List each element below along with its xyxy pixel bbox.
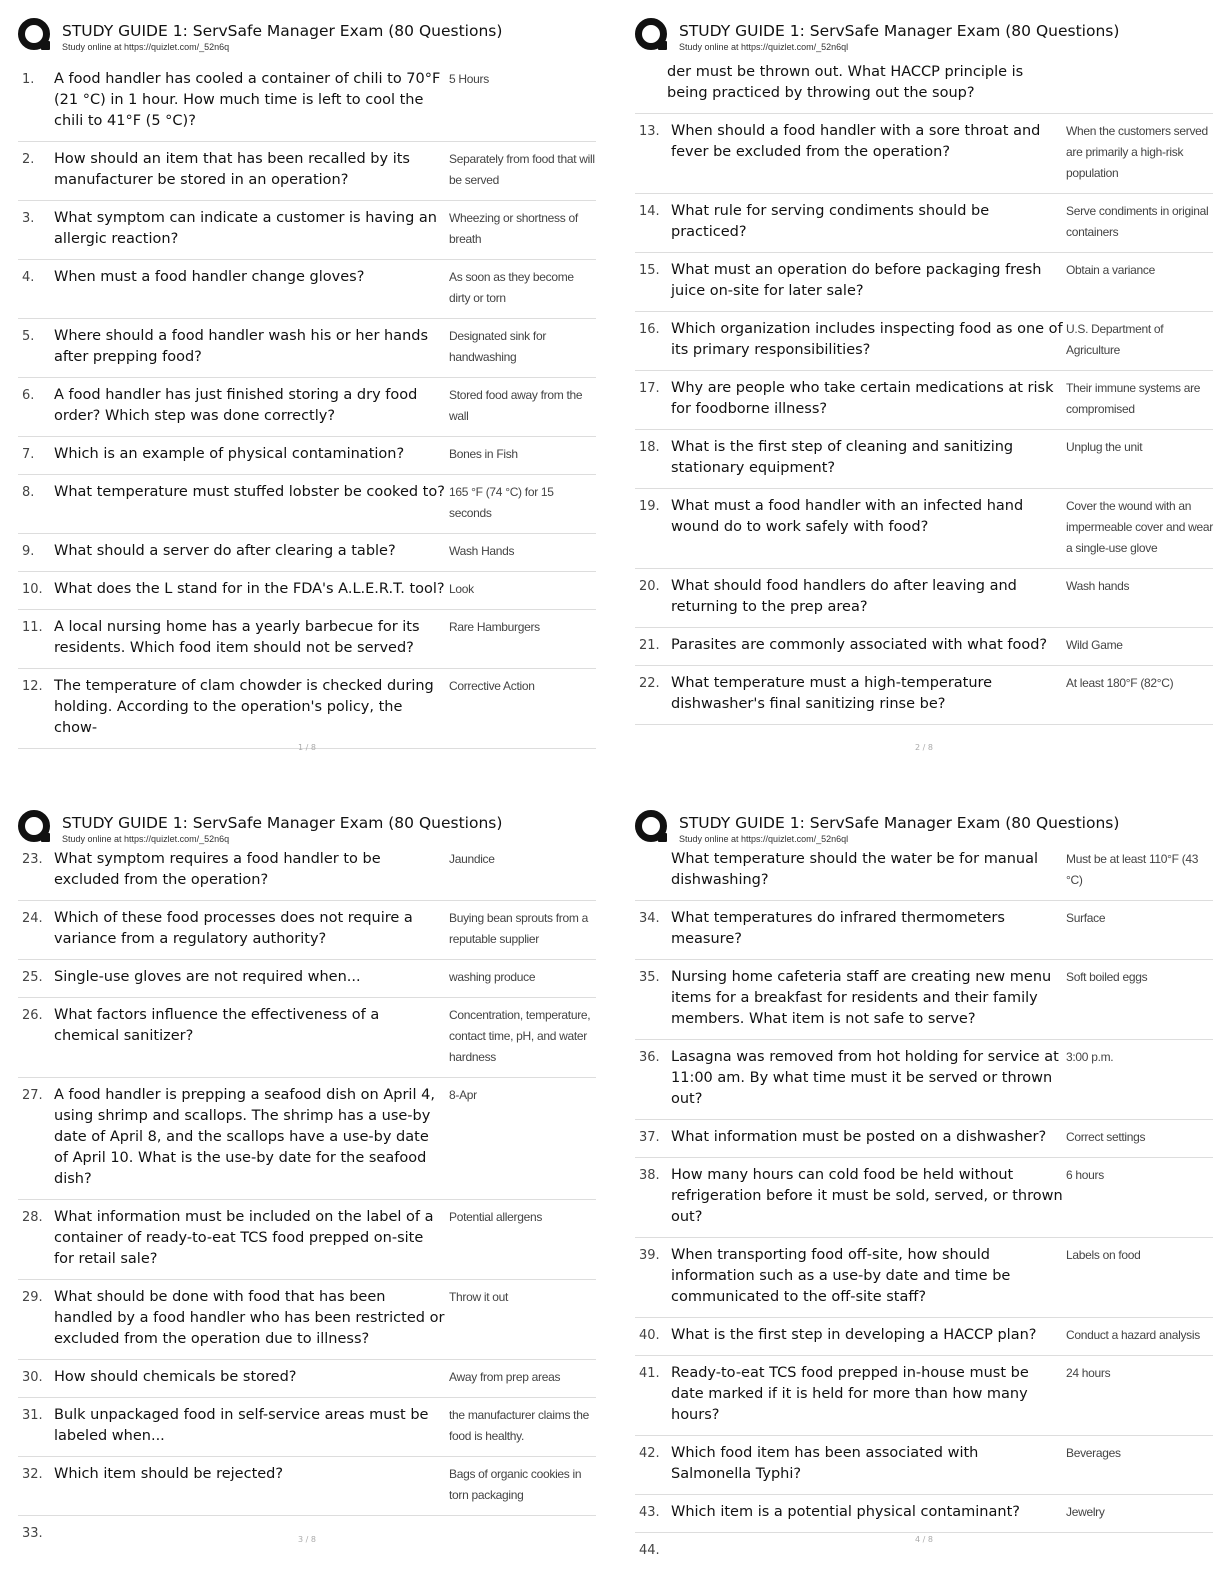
question-number: 29.: [22, 1290, 43, 1305]
quizlet-logo-icon: [18, 18, 50, 50]
answer-text: Wash hands: [1066, 579, 1130, 593]
question-row: [18, 572, 596, 610]
question-list: [635, 114, 1213, 725]
question-text: Which food item has been associated with Salmonella Typhi?: [671, 1445, 979, 1482]
question-text: A local nursing home has a yearly barbecue for its residents. Which food item should not be served?: [54, 619, 420, 656]
answer-text: Cover the wound with an impermeable cover and wear a single-use glove: [1066, 499, 1213, 555]
question-row: [18, 1457, 596, 1516]
question-text: Which of these food processes does not require a variance from a regulatory authority?: [54, 910, 413, 947]
question-number: 36.: [639, 1050, 660, 1065]
page-number: 4 / 8: [915, 1535, 933, 1544]
answer-text: 5 Hours: [449, 72, 489, 86]
question-number: 4.: [22, 270, 35, 285]
question-text: Why are people who take certain medications at risk for foodborne illness?: [671, 380, 1054, 417]
page-1: [18, 18, 596, 752]
question-number: 17.: [639, 381, 660, 396]
question-row: [635, 628, 1213, 666]
question-text: Which is an example of physical contamination?: [54, 446, 405, 462]
question-text: What should be done with food that has been handled by a food handler who has been restricted or excluded from the operation due to illness?: [54, 1289, 445, 1347]
answer-text: Their immune systems are compromised: [1066, 381, 1201, 416]
question-row: [18, 669, 596, 749]
page-number: 3 / 8: [298, 1535, 316, 1544]
question-row: [635, 1356, 1213, 1436]
answer-text: 24 hours: [1066, 1366, 1111, 1380]
question-row: [18, 1200, 596, 1280]
question-number: 1.: [22, 72, 35, 87]
question-text: What temperatures do infrared thermometers measure?: [671, 910, 1005, 947]
question-row: [18, 1078, 596, 1200]
answer-text: the manufacturer claims the food is healthy.: [449, 1408, 589, 1443]
question-list: [18, 62, 596, 749]
answer-text: Obtain a variance: [1066, 263, 1155, 277]
question-row: [635, 1495, 1213, 1533]
question-row: [18, 378, 596, 437]
question-number: 18.: [639, 440, 660, 455]
question-number: 43.: [639, 1505, 660, 1520]
quizlet-logo-icon: [635, 810, 667, 842]
answer-text: 6 hours: [1066, 1168, 1104, 1182]
study-link[interactable]: Study online at https://quizlet.com/_52n6q: [62, 42, 230, 52]
question-text: What must a food handler with an infected hand wound do to work safely with food?: [671, 498, 1024, 535]
question-number: 39.: [639, 1248, 660, 1263]
question-number: 16.: [639, 322, 660, 337]
answer-text: Surface: [1066, 911, 1106, 925]
question-number: 10.: [22, 582, 43, 597]
question-number: 35.: [639, 970, 660, 985]
question-row: [635, 489, 1213, 569]
question-number: 27.: [22, 1088, 43, 1103]
question-row: [635, 960, 1213, 1040]
answer-text: washing produce: [449, 970, 536, 984]
page-number: 2 / 8: [915, 743, 933, 752]
answer-text: Serve condiments in original containers: [1066, 204, 1209, 239]
question-text: What symptom can indicate a customer is having an allergic reaction?: [54, 210, 437, 247]
answer-text: Labels on food: [1066, 1248, 1141, 1262]
question-text: What is the first step in developing a HACCP plan?: [671, 1327, 1037, 1343]
question-text: What information must be posted on a dishwasher?: [671, 1129, 1047, 1145]
question-number: 7.: [22, 447, 35, 462]
answer-text: When the customers served are primarily a high-risk population: [1066, 124, 1208, 180]
question-row: [635, 194, 1213, 253]
question-number: 5.: [22, 329, 35, 344]
question-number: 21.: [639, 638, 660, 653]
page-4: [635, 810, 1213, 1558]
answer-text: Throw it out: [449, 1290, 509, 1304]
question-text: How many hours can cold food be held without refrigeration before it must be sold, served, or thrown out?: [671, 1167, 1063, 1225]
answer-text: Look: [449, 582, 474, 596]
question-text: der must be thrown out. What HACCP principle is being practiced by throwing out the soup?: [667, 64, 1024, 101]
question-number: 41.: [639, 1366, 660, 1381]
question-text: Ready-to-eat TCS food prepped in-house must be date marked if it is held for more than how many hours?: [671, 1365, 1029, 1423]
question-number: 3.: [22, 211, 35, 226]
question-row: [635, 1238, 1213, 1318]
question-number: 26.: [22, 1008, 43, 1023]
quizlet-logo-icon: [635, 18, 667, 50]
question-number: 12.: [22, 679, 43, 694]
question-text: How should chemicals be stored?: [54, 1369, 297, 1385]
question-number: 42.: [639, 1446, 660, 1461]
answer-text: Soft boiled eggs: [1066, 970, 1148, 984]
answer-text: 165 °F (74 °C) for 15 seconds: [449, 485, 554, 520]
answer-text: Designated sink for handwashing: [449, 329, 547, 364]
question-row: [18, 201, 596, 260]
question-text: A food handler is prepping a seafood dish on April 4, using shrimp and scallops. The shrimp has a use-by date of April 8, and the scallops have a use-by date of April 10. What is the use-by date for the seafood dish?: [54, 1087, 435, 1187]
next-question-number: 33.: [22, 1526, 43, 1541]
page-header: [18, 18, 596, 62]
answer-text: Bones in Fish: [449, 447, 518, 461]
answer-text: Rare Hamburgers: [449, 620, 540, 634]
guide-title: STUDY GUIDE 1: ServSafe Manager Exam (80 Questions): [679, 814, 1120, 832]
question-row: [18, 901, 596, 960]
answer-text: Bags of organic cookies in torn packaging: [449, 1467, 582, 1502]
question-row: [18, 998, 596, 1078]
page-3: [18, 810, 596, 1544]
answer-text: At least 180°F (82°C): [1066, 676, 1174, 690]
question-text: What temperature must stuffed lobster be cooked to?: [54, 484, 445, 500]
question-number: 6.: [22, 388, 35, 403]
answer-text: Jewelry: [1066, 1505, 1105, 1519]
answer-text: As soon as they become dirty or torn: [449, 270, 574, 305]
question-row: [635, 1436, 1213, 1495]
next-question-number: 44.: [639, 1543, 660, 1558]
answer-text: Concentration, temperature, contact time, pH, and water hardness: [449, 1008, 591, 1064]
answer-text: Stored food away from the wall: [449, 388, 583, 423]
guide-title: STUDY GUIDE 1: ServSafe Manager Exam (80 Questions): [62, 22, 503, 40]
page-header: [635, 18, 1213, 62]
question-row: [18, 62, 596, 142]
continued-question: [635, 62, 1213, 114]
question-number: 32.: [22, 1467, 43, 1482]
question-number: 8.: [22, 485, 35, 500]
question-text: Which item should be rejected?: [54, 1466, 284, 1482]
question-row: [18, 1360, 596, 1398]
question-list: [635, 901, 1213, 1533]
question-number: 14.: [639, 204, 660, 219]
quizlet-logo-icon: [18, 810, 50, 842]
question-text: Single-use gloves are not required when...: [54, 969, 361, 985]
question-text: Lasagna was removed from hot holding for service at 11:00 am. By what time must it be served or thrown out?: [671, 1049, 1059, 1107]
question-row: [18, 142, 596, 201]
answer-text: Must be at least 110°F (43 °C): [1066, 852, 1199, 887]
question-number: 2.: [22, 152, 35, 167]
question-row: [635, 253, 1213, 312]
question-number: 34.: [639, 911, 660, 926]
question-text: When transporting food off-site, how should information such as a use-by date and time be communicated to the off-site staff?: [671, 1247, 1011, 1305]
question-row: [18, 842, 596, 901]
question-text: What is the first step of cleaning and sanitizing stationary equipment?: [671, 439, 1014, 476]
question-number: 31.: [22, 1408, 43, 1423]
question-text: What temperature must a high-temperature dishwasher's final sanitizing rinse be?: [671, 675, 993, 712]
study-link[interactable]: Study online at https://quizlet.com/_52n6ql: [679, 42, 849, 52]
answer-text: Unplug the unit: [1066, 440, 1143, 454]
question-row: [635, 1318, 1213, 1356]
question-row: [18, 1398, 596, 1457]
question-row: [18, 610, 596, 669]
question-row: [18, 534, 596, 572]
answer-text: 8-Apr: [449, 1088, 477, 1102]
question-text: What does the L stand for in the FDA's A.L.E.R.T. tool?: [54, 581, 445, 597]
question-text: A food handler has just finished storing a dry food order? Which step was done correctly?: [54, 387, 418, 424]
guide-title: STUDY GUIDE 1: ServSafe Manager Exam (80 Questions): [679, 22, 1120, 40]
question-number: 40.: [639, 1328, 660, 1343]
answer-text: Wheezing or shortness of breath: [449, 211, 578, 246]
question-text: Which organization includes inspecting food as one of its primary responsibilities?: [671, 321, 1063, 358]
answer-text: Conduct a hazard analysis: [1066, 1328, 1200, 1342]
question-row: [635, 1120, 1213, 1158]
question-number: 11.: [22, 620, 43, 635]
question-row: [635, 371, 1213, 430]
question-text: How should an item that has been recalled by its manufacturer be stored in an operation?: [54, 151, 410, 188]
question-text: What must an operation do before packaging fresh juice on-site for later sale?: [671, 262, 1042, 299]
question-list: [18, 842, 596, 1516]
question-text: What temperature should the water be for manual dishwashing?: [671, 851, 1039, 888]
question-row: [635, 901, 1213, 960]
question-row: [635, 114, 1213, 194]
question-number: 37.: [639, 1130, 660, 1145]
question-row: [635, 312, 1213, 371]
question-row: [18, 1280, 596, 1360]
question-text: What should food handlers do after leaving and returning to the prep area?: [671, 578, 1017, 615]
question-text: Which item is a potential physical contaminant?: [671, 1504, 1020, 1520]
question-number: 13.: [639, 124, 660, 139]
question-row: [635, 1040, 1213, 1120]
question-number: 24.: [22, 911, 43, 926]
question-text: Where should a food handler wash his or her hands after prepping food?: [54, 328, 429, 365]
question-text: What information must be included on the label of a container of ready-to-eat TCS food prepped on-site for retail sale?: [54, 1209, 434, 1267]
question-text: The temperature of clam chowder is checked during holding. According to the operation's policy, the chow-: [54, 678, 434, 736]
answer-text: Wash Hands: [449, 544, 515, 558]
answer-text: Jaundice: [449, 852, 495, 866]
question-text: A food handler has cooled a container of chili to 70°F (21 °C) in 1 hour. How much time is left to cool the chili to 41°F (5 °C)?: [54, 71, 441, 129]
answer-text: 3:00 p.m.: [1066, 1050, 1114, 1064]
answer-text: Wild Game: [1066, 638, 1123, 652]
question-number: 28.: [22, 1210, 43, 1225]
answer-text: Potential allergens: [449, 1210, 543, 1224]
continued-question: [635, 842, 1213, 901]
question-text: What symptom requires a food handler to be excluded from the operation?: [54, 851, 381, 888]
answer-text: Beverages: [1066, 1446, 1121, 1460]
question-text: Bulk unpackaged food in self-service areas must be labeled when...: [54, 1407, 429, 1444]
page-number: 1 / 8: [298, 743, 316, 752]
question-number: 15.: [639, 263, 660, 278]
question-text: Parasites are commonly associated with what food?: [671, 637, 1048, 653]
question-row: [18, 260, 596, 319]
question-number: 38.: [639, 1168, 660, 1183]
question-row: [18, 437, 596, 475]
question-number: 22.: [639, 676, 660, 691]
study-link[interactable]: Study online at https://quizlet.com/_52n6ql: [679, 834, 849, 844]
page-2: [635, 18, 1213, 752]
question-text: When must a food handler change gloves?: [54, 269, 365, 285]
question-row: [18, 960, 596, 998]
question-text: What rule for serving condiments should be practiced?: [671, 203, 990, 240]
study-link[interactable]: Study online at https://quizlet.com/_52n6q: [62, 834, 230, 844]
question-number: 20.: [639, 579, 660, 594]
answer-text: Correct settings: [1066, 1130, 1146, 1144]
question-row: [635, 430, 1213, 489]
question-text: What should a server do after clearing a table?: [54, 543, 396, 559]
question-number: 30.: [22, 1370, 43, 1385]
answer-text: Buying bean sprouts from a reputable supplier: [449, 911, 588, 946]
question-number: 9.: [22, 544, 35, 559]
guide-title: STUDY GUIDE 1: ServSafe Manager Exam (80 Questions): [62, 814, 503, 832]
question-number: 25.: [22, 970, 43, 985]
question-text: What factors influence the effectiveness of a chemical sanitizer?: [54, 1007, 380, 1044]
question-row: [18, 319, 596, 378]
question-text: When should a food handler with a sore throat and fever be excluded from the operation?: [671, 123, 1041, 160]
question-number: 19.: [639, 499, 660, 514]
answer-text: U.S. Department of Agriculture: [1066, 322, 1164, 357]
question-row: [635, 569, 1213, 628]
answer-text: Separately from food that will be served: [449, 152, 595, 187]
answer-text: Away from prep areas: [449, 1370, 561, 1384]
question-row: [18, 475, 596, 534]
question-row: [635, 1158, 1213, 1238]
question-text: Nursing home cafeteria staff are creating new menu items for a breakfast for residents and their family members. What item is not safe to serve?: [671, 969, 1052, 1027]
answer-text: Corrective Action: [449, 679, 535, 693]
question-number: 23.: [22, 852, 43, 867]
question-row: [635, 666, 1213, 725]
